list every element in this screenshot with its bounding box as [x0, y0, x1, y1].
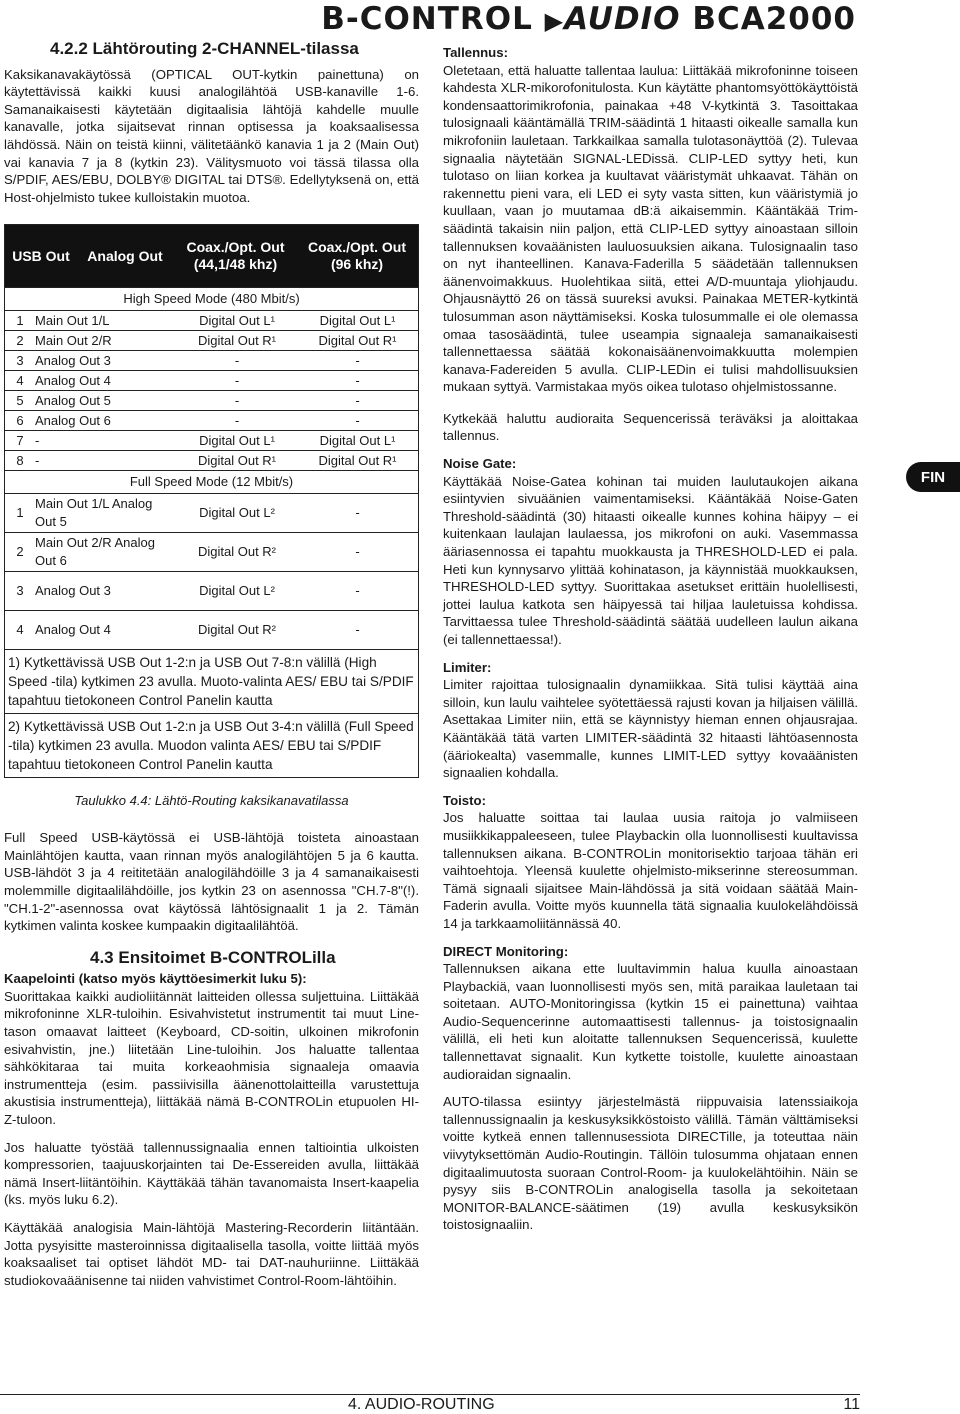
table-cell: Digital Out L¹: [199, 312, 275, 328]
section-heading-2: 4.3 Ensitoimet B-CONTROLilla: [90, 947, 336, 967]
table-cell: Digital Out L²: [199, 504, 275, 520]
table-cell: Digital Out R²: [197, 621, 277, 637]
table-cell: -: [35, 452, 40, 468]
table-header: [5, 225, 418, 287]
table-cell: Main Out 1/L: [35, 312, 110, 328]
table-cell: Main Out 1/L Analog Out 5: [35, 495, 153, 529]
right-column: [443, 44, 858, 1244]
table-cell: 1: [16, 312, 24, 328]
table-cell: -: [355, 352, 360, 368]
table-row: [5, 330, 418, 350]
table-row: [5, 350, 418, 370]
table-row: [5, 430, 418, 450]
brand-model: BCA2000: [692, 1, 856, 37]
table-cell: Analog Out 3: [35, 582, 111, 598]
direct-monitoring-paragraph: Tallennuksen aikana ette luultavimmin halua kuulla ainoastaan Playbackiä, vaan luonnollisesti myös sen, mitä paraikaa lauletaan tai soitetaan. AUTO-Monitoringissa (kytkin 15 ei painettuna) vaihtaa Audio-Sequencerinne automaattisesti tallennus- ja toistosignaalin välillä, eli heti kun aloitatte tallennuksen Sequencerissä, kuulette tallennettavat signaalit. Kun kytkette toistolle, kuulette ainoastaan audioraidan signaalin.: [443, 961, 858, 1082]
table-cell: Digital Out L¹: [199, 432, 275, 448]
full-speed-rows: [5, 493, 418, 649]
limiter-paragraph: Limiter rajoittaa tulosignaalin dynamiikkaa. Sitä tulisi käyttää aina silloin, kun laulu vaihtelee syötettäessä rajusti kovan ja hiljaisen välillä. Asettakaa Limiter niin, että se käynnistyy hieman ennen ohjausrajaa. Kääntäkää tätä varten LIMITER-säädintä 32 hitaasti lähtöasennosta (ääriokealta) vasemmalle, kunnes LIMIT-LED syttyy kovaäänisten signaalien kohdalla.: [443, 677, 858, 781]
section-heading: 4.2.2 Lähtörouting 2-CHANNEL-tilassa: [50, 39, 359, 58]
table-cell: 1: [16, 504, 24, 520]
header-brand: [321, 0, 856, 40]
table-cell: 4: [16, 372, 24, 388]
table-cell: 4: [16, 621, 24, 637]
table-row: [5, 532, 418, 571]
table-cell: Analog Out 5: [35, 392, 111, 408]
table-cell: 7: [16, 432, 24, 448]
table-cell: -: [355, 412, 360, 428]
table-cell: 3: [16, 352, 24, 368]
table-row: [5, 390, 418, 410]
brand-name: B-CONTROL: [321, 1, 533, 37]
noise-gate-heading: Noise Gate:: [443, 456, 517, 472]
table-cell: -: [234, 352, 240, 368]
table-cell: Digital Out R¹: [197, 332, 277, 348]
table-cell: Main Out 2/R: [35, 332, 112, 348]
high-speed-title: High Speed Mode (480 Mbit/s): [5, 287, 418, 310]
table-row: [5, 493, 418, 532]
table-cell: 8: [16, 452, 24, 468]
tallennus-heading: Tallennus:: [443, 45, 508, 60]
language-tab-fin: FIN: [906, 462, 960, 492]
table-cell: -: [234, 372, 240, 388]
table-cell: Digital Out R¹: [197, 452, 277, 468]
footer-section: 4. AUDIO-ROUTING: [348, 1396, 495, 1413]
table-cell: -: [35, 432, 40, 448]
table-cell: Digital Out L¹: [319, 312, 396, 328]
brand-audio: AUDIO: [564, 1, 681, 37]
routing-table: [4, 224, 419, 777]
auto-paragraph: AUTO-tilassa esiintyy järjestelmästä riippuvaisia latenssiaikoja tallennussignaalin ja keskusyksikköstoisto välillä. Tämän välttämiseksi voitte kytkeä ennen tallennusessiota DIRECTille, ja toteuttaa näin viivytyksettömän Audio-Routingin. Tällöin tulosumma ohjataan ennen digitaalimuutosta suoraan Control-Room- ja kuulokelähtöihin. Näin se pysyy siis B-CONTROLin analogisella tasolla ja sekoitetaan MONITOR-BALANCE-säätimen (19) avulla keskusyksikön toistosignaaliin.: [443, 1094, 858, 1233]
col-coax-44: Coax./Opt. Out (44,1/48 khz): [186, 238, 285, 273]
direct-monitoring-heading: DIRECT Monitoring:: [443, 943, 569, 959]
table-cell: Digital Out L¹: [319, 432, 396, 448]
table-cell: -: [355, 543, 360, 559]
table-cell: Digital Out L²: [199, 582, 275, 598]
limiter-heading: Limiter:: [443, 659, 492, 675]
page-footer: [0, 1394, 860, 1414]
table-cell: -: [355, 372, 360, 388]
intro-paragraph: Kaksikanavakäytössä (OPTICAL OUT-kytkin painettuna) on käytettävissä kaikki kuusi analogilähtöä USB-kanaville 1-6. Samanaikaisesti käytetään digitaalisia lähtöjä kahdelle muulle kanavalle, jotka sijaitsevat rinnan optisessa ja koaksaalisessa lähdössä. Näin on teistä kiinni, välitetäänkö kanavia 1 ja 2 (Main Out) vai kanavia 7 ja 8 (kytkin 23). Välitysmuoto voi tässä tilassa olla S/PDIF, AES/EBU, DOLBY® DIGITAL tai DTS®. Edellytyksenä on, että Host-ohjelmisto tukee kulloistakin muotoa.: [4, 66, 419, 205]
col-analog-out: Analog Out: [87, 247, 163, 264]
table-cell: Analog Out 6: [35, 412, 111, 428]
table-cell: Analog Out 3: [35, 352, 111, 368]
table-row: [5, 450, 418, 470]
fullspeed-paragraph: Full Speed USB-käytössä ei USB-lähtöjä toisteta ainoastaan Mainlähtöjen kautta, vaan rinnan myös analogilähtöjen 5 ja 6 kautta. USB-lähdöt 3 ja 4 reititetään analogilähdöille 3 ja 4 samanaikaisesti molemmille digitaalilähdöille, jos kytkin 23 on asennossa "CH.7-8"(!). "CH.1-2"-asennossa ovat käytössä lähtösignaalit 1 ja 2. Tämän kytkimen valinta koskee kumpaakin digitaalilähtöä.: [4, 830, 419, 934]
table-row: [5, 370, 418, 390]
arrow-icon: ▶: [544, 7, 565, 35]
table-cell: Digital Out R¹: [318, 452, 397, 468]
table-row: [5, 610, 418, 649]
page-number: 11: [843, 1396, 860, 1413]
table-cell: 5: [16, 392, 24, 408]
table-note-2: 2) Kytkettävissä USB Out 1-2:n ja USB Out 3-4:n välillä (Full Speed -tila) kytkimen 23 avulla. Muodon valinta AES/ EBU tai S/PDIF tapahtuu tietokoneen Control Panelin kautta: [5, 713, 418, 777]
toisto-paragraph: Jos haluatte soittaa tai laulaa uusia raitoja jo valmiiseen musiikkikappaleeseen, tulee Playbackin olla luonnollisesti kuultavissa tallennuksen aikana. B-CONTROLin monitorisektio tarjoaa tähän eri vaihtoehtoja. Yleensä kuulette ohjelmisto-mikserinne stereosumman. Tämä signaali sijaitsee Main-lähdössä ja sitä voidaan säätää Main-Faderin avulla. Voitte myös kuunnella tätä signaalia kuulokelähdöissä 14 ja tarkkaamoliitännässä 40.: [443, 810, 858, 931]
table-cell: -: [234, 392, 240, 408]
mastering-paragraph: Käyttäkää analogisia Main-lähtöjä Mastering-Recorderin liitäntään. Jotta pysyisitte masteroinnissa digitaalisella tasolla, voitte liittää myös koaksaaliset tai optiset lähdöt MD- tai DAT-nauhuriinne. Liittäkää studiokovaäänisenne tai niiden vahvistimet Control-Room-lähtöihin.: [4, 1220, 419, 1288]
table-row: [5, 571, 418, 610]
high-speed-rows: [5, 310, 418, 470]
tallennus-paragraph: Oletetaan, että haluatte tallentaa laulua: Liittäkää mikrofoninne toiseen kahdesta XLR-mikorofonitulosta. Kun käytätte phantomsyöttökäyttöistä kondensaattorimikrofonia, painakaa +48 V-kytkintä 3. Tasoittakaa tulosignaali kääntämällä TRIM-säädintä 1 hitaasti oikealle samalla kun mikrofoniin lauletaan. Tarkkailkaa samalla tulotasonäyttöä (2). Tulevaa signaalia näytetään SIGNAL-LEDissä. CLIP-LED syttyy heti, kun tulotaso on liian korkea ja kuultavat vääristymät uhkaavat. Tähän on rakennettu pieni vara, eli LED ei syty vasta sitten, kun vääristymiä jo kuullaan, vaan jo muutamaa dB:ä aikaisemmin. Kääntäkää Trim-säädintä takaisin niin paljon, että CLIP-LED syttyy ainoastaan silloin tallennuksen kovaäänisten lauluosuuksien aikana. Tulosignaalin taso on nyt ihanteellinen. Kanava-Faderilla 5 säädetään tallennuksen äänenvoimakkuus. Huolehtikaa siitä, ettei A/D-muuntaja yliohjaudu. Ohjausnäyttö 26 on tässä suureksi avuksi. Painakaa METER-kytkintä tulosumman ason näyttämiseksi. Koska tulosummalle ei ole olemassa omaa tasosäädintä, tulee useampia signaaleja samanaikaisesti tallennettaessa säätää kokonaisäänenvoimakkuutta molempien kanava-Fadereiden 5 avulla. CLIP-LEDin ei tulisi mahdollisuuksien mukaan syttyä. Varmistakaa myös oikea tulotaso ohjelmistossanne.: [443, 62, 858, 395]
table-cell: Main Out 2/R Analog Out 6: [35, 534, 155, 568]
sequencer-paragraph: Kytkekää haluttu audioraita Sequencerissä teräväksi ja aloittakaa tallennus.: [443, 410, 858, 444]
table-cell: -: [355, 582, 360, 598]
table-row: [5, 310, 418, 330]
table-cell: Digital Out R²: [197, 543, 277, 559]
full-speed-title: Full Speed Mode (12 Mbit/s): [5, 470, 418, 493]
table-note-1: 1) Kytkettävissä USB Out 1-2:n ja USB Out 7-8:n välillä (High Speed -tila) kytkimen 23 avulla. Muoto-valinta AES/ EBU tai S/PDIF tapahtuu tietokoneen Control Panelin kautta: [5, 649, 418, 713]
left-column: [4, 40, 419, 1299]
table-cell: 2: [16, 543, 24, 559]
toisto-heading: Toisto:: [443, 792, 486, 808]
col-usb-out: USB Out: [12, 247, 70, 264]
table-cell: 3: [16, 582, 24, 598]
table-cell: 6: [16, 412, 24, 428]
table-cell: Analog Out 4: [35, 372, 111, 388]
table-cell: -: [234, 412, 240, 428]
col-coax-96: Coax./Opt. Out (96 khz): [308, 238, 406, 273]
noise-gate-paragraph: Käyttäkää Noise-Gatea kohinan tai muiden laulutaukojen aikana esiintyvien sivuäänien vaimentamiseksi. Kääntäkää Noise-Gaten Threshold-säädintä (30) hitaasti oikealle kunnes kohina häipyy – ei kuitenkaan laulajan laulaessa, jos mikrofoni on auki. Vasemmassa ääriasennossa ei tapahtu muokkausta ja THRESHOLD-LED ei pala. Heti kun kynnysarvo ylittää kohinatason, ja käynnistää muokkauksen, THRESHOLD-LED syttyy. Suorittakaa asetukset erittäin huolellisesti, jottei laulua katkota sen häipyessä tai hiljaa lauletuissa kohdissa. Tarvittaessa tulee Threshold-säädintä säätää uudelleen laulun aikana (ei tallennettaessa!).: [443, 473, 858, 647]
table-cell: -: [355, 504, 360, 520]
cabling-paragraph: Suorittakaa kaikki audioliitännät laitteiden ollessa suljettuina. Liittäkää mikrofoninne XLR-tuloihin. Esivahvistetut instrumentit tai muut Line-tason omaavat laitteet (Keyboard, CD-soitin, ulkoinen mikrofonin esivahvistin, jne.) liitetään Line-tuloihin. Jos haluatte tallentaa sähkökitaraa tai muita korkeaohmisia signaaleja omaavia instrumentteja (esim. passiivisilla äänenottolaitteilla varustettuja akustisia instrumentteja), liittäkää nämä B-CONTROLin etupuolen HI-Z-tuloon.: [4, 988, 419, 1128]
table-cell: 2: [16, 332, 24, 348]
table-row: [5, 410, 418, 430]
table-cell: Analog Out 4: [35, 621, 111, 637]
table-caption: Taulukko 4.4: Lähtö-Routing kaksikanavatilassa: [74, 792, 349, 808]
table-cell: Digital Out R¹: [318, 332, 397, 348]
table-cell: -: [355, 621, 360, 637]
table-cell: -: [355, 392, 360, 408]
insert-paragraph: Jos haluatte työstää tallennussignaalia ennen taltiointia ulkoisten kompressorien, taajuuskorjainten tai De-Essereiden avulla, liittäkää nämä Insert-liitäntöihin. Käyttäkää tähän tavanomaista Insert-kaapelia (ks. myös luku 6.2).: [4, 1139, 419, 1208]
cabling-subheading: Kaapelointi (katso myös käyttöesimerkit luku 5):: [4, 971, 307, 987]
